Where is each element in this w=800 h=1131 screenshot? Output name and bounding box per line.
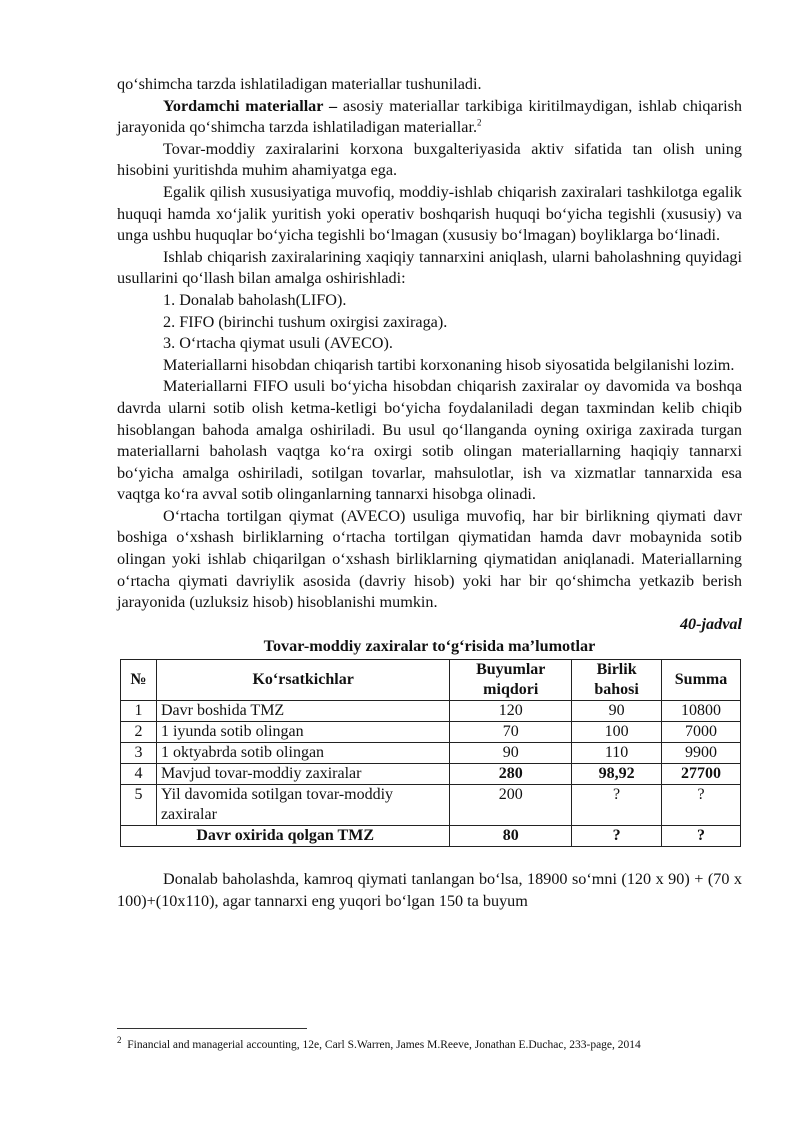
cell-sum: 9900: [662, 743, 741, 764]
table-row: [121, 764, 741, 785]
paragraph: Materiallarni FIFO usuli bo‘yicha hisobdan chiqarish zaxiralar oy davomida va boshqa davrda ularni sotib olish ketma-ketligi bo‘yicha foydalaniladi degan taxmindan kelib chiqib hisoblangan bahoda amalga oshiriladi. Bu usul qo‘llanganda oyning oxiriga zaxirada turgan materiallarni baholash vaqtga ko‘ra oxirgi sotib olingan materiallarning haqiqiy tannarxi bo‘yicha amalga oshiriladi, sotilgan tovarlar, mahsulotlar, ish va xizmatlar tannarxida esa vaqtga ko‘ra avval sotib olinganlarning tannarxi hisobga olinadi.: [117, 377, 742, 504]
cell-price: ?: [572, 785, 662, 826]
cell-sum: 7000: [662, 722, 741, 743]
total-qty: 80: [450, 826, 572, 847]
document-page: [117, 74, 742, 912]
cell-name: Yil davomida sotilgan tovar-moddiy zaxiralar: [156, 785, 449, 826]
table-header-row: [121, 660, 741, 701]
footnote-ref[interactable]: 2: [477, 117, 482, 128]
cell-num: 2: [121, 722, 157, 743]
cell-name: Davr boshida TMZ: [156, 701, 449, 722]
header-qty: Buyumlar miqdori: [450, 660, 572, 701]
cell-price: 90: [572, 701, 662, 722]
header-num: №: [121, 660, 157, 701]
cell-sum: 27700: [662, 764, 741, 785]
cell-qty: 280: [450, 764, 572, 785]
cell-qty: 90: [450, 743, 572, 764]
cell-name: 1 oktyabrda sotib olingan: [156, 743, 449, 764]
cell-sum: 10800: [662, 701, 741, 722]
paragraph: qo‘shimcha tarzda ishlatiladigan materiallar tushuniladi.: [117, 75, 482, 93]
footnote-text: Financial and managerial accounting, 12e, Carl S.Warren, James M.Reeve, Jonathan E.Duchac, 233-page, 2014: [127, 1039, 641, 1051]
cell-num: 5: [121, 785, 157, 826]
footnote-divider: [117, 1028, 307, 1029]
paragraph: Materiallarni hisobdan chiqarish tartibi korxonaning hisob siyosatida belgilanishi lozim.: [163, 355, 735, 374]
cell-qty: 200: [450, 785, 572, 826]
total-sum: ?: [662, 826, 741, 847]
total-price: ?: [572, 826, 662, 847]
list-item: 1. Donalab baholash(LIFO).: [163, 290, 347, 309]
header-price: Birlik bahosi: [572, 660, 662, 701]
paragraph: O‘rtacha tortilgan qiymat (AVECO) usuliga muvofiq, har bir birlikning qiymati davr boshiga o‘xshash birliklarning o‘rtacha tortilgan qiymatidan hamda davr mobaynida sotib olingan yoki ishlab chiqarilgan o‘xshash birliklarning qiymatidan aniqlanadi. Materiallarning o‘rtacha qiymati davriylik asosida (davriy hisob) yoki har bir qo‘shimcha yetkazib berish jarayonida (uzluksiz hisob) hisoblanishi mumkin.: [117, 506, 742, 612]
cell-num: 3: [121, 743, 157, 764]
cell-num: 1: [121, 701, 157, 722]
cell-qty: 120: [450, 701, 572, 722]
table-row: [121, 785, 741, 826]
table-row: [121, 701, 741, 722]
cell-name: 1 iyunda sotib olingan: [156, 722, 449, 743]
paragraph-definition: [117, 96, 742, 139]
paragraph: Tovar-moddiy zaxiralarini korxona buxgalteriyasida aktiv sifatida tan olish uning hisobini yuritishda muhim ahamiyatga ega.: [117, 139, 742, 180]
footnote: [117, 1035, 742, 1052]
term-bold: Yordamchi materiallar –: [163, 96, 338, 115]
cell-qty: 70: [450, 722, 572, 743]
table-total-row: [121, 826, 741, 847]
table-row: [121, 743, 741, 764]
cell-price: 110: [572, 743, 662, 764]
paragraph: Donalab baholashda, kamroq qiymati tanlangan bo‘lsa, 18900 so‘mni (120 x 90) + (70 x 100)+(10x110), agar tannarxi eng yuqori bo‘lgan 150 ta buyum: [117, 870, 742, 910]
header-sum: Summa: [662, 660, 741, 701]
cell-price: 98,92: [572, 764, 662, 785]
cell-sum: ?: [662, 785, 741, 826]
inventory-table: [120, 659, 741, 847]
definition-text: asosiy materiallar tarkibiga kiritilmaydigan, ishlab chiqarish jarayonida qo‘shimcha tarzda ishlatiladigan materiallar.: [117, 96, 742, 137]
paragraph: Egalik qilish xususiyatiga muvofiq, moddiy-ishlab chiqarish zaxiralari tashkilotga egalik huquqi hamda xo‘jalik yuritish yoki operativ boshqarish huquqi bo‘yicha tegishli (xususiy) va unga ushbu huquqlar bo‘yicha tegishli bo‘lmagan (xususiy bo‘lmagan) boyliklarga bo‘linadi.: [117, 182, 742, 245]
total-label: Davr oxirida qolgan TMZ: [121, 826, 450, 847]
table-number: 40-jadval: [679, 614, 742, 633]
table-title: Tovar-moddiy zaxiralar to‘g‘risida ma’lumotlar: [263, 637, 596, 656]
cell-name: Mavjud tovar-moddiy zaxiralar: [156, 764, 449, 785]
list-item: 3. O‘rtacha qiymat usuli (AVECO).: [163, 334, 393, 353]
header-indicator: Ko‘rsatkichlar: [156, 660, 449, 701]
cell-num: 4: [121, 764, 157, 785]
paragraph: Ishlab chiqarish zaxiralarining xaqiqiy tannarxini aniqlash, ularni baholashning quyidagi usullarini qo‘llash bilan amalga oshirishladi:: [117, 247, 742, 288]
cell-price: 100: [572, 722, 662, 743]
table-row: [121, 722, 741, 743]
footnote-mark: 2: [117, 1035, 122, 1046]
list-item: 2. FIFO (birinchi tushum oxirgisi zaxiraga).: [163, 312, 448, 331]
